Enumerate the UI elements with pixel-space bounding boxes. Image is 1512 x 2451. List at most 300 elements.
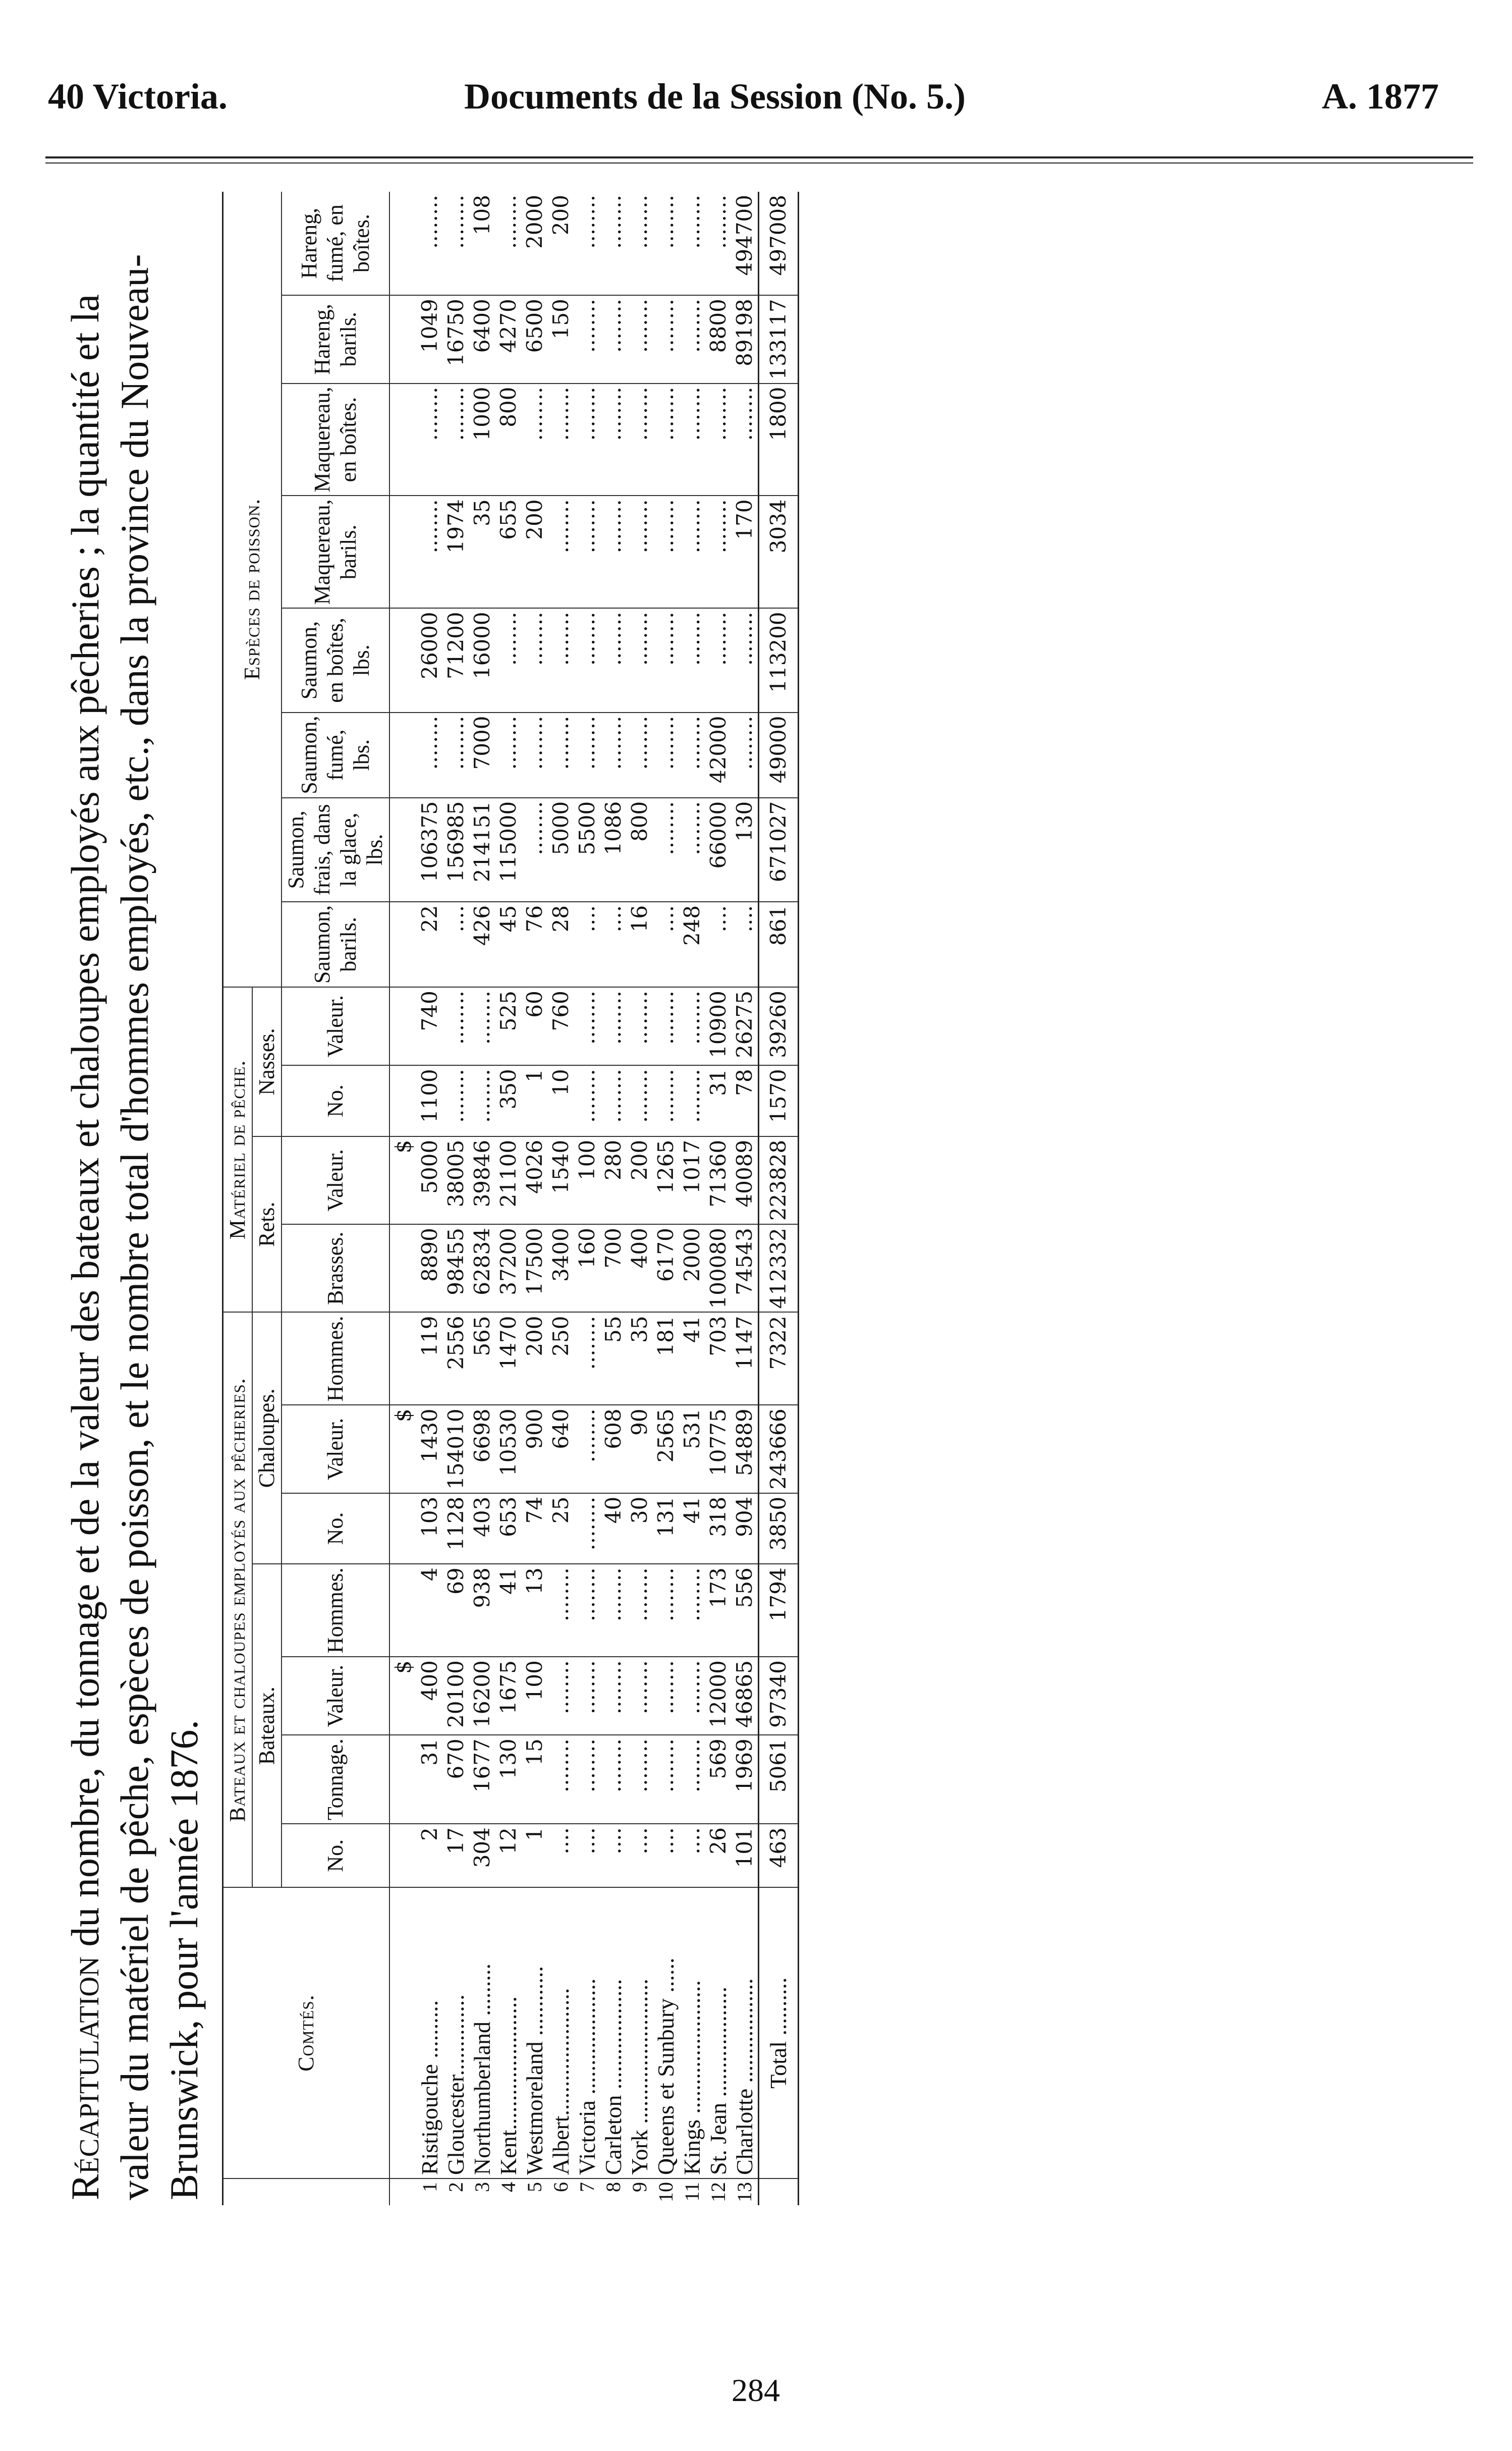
table-cell: 200 <box>627 1136 653 1224</box>
table-cell: ........ <box>574 1065 600 1136</box>
table-cell: ........ <box>627 496 653 608</box>
table-cell: ........ <box>679 384 705 496</box>
table-cell: ........ <box>574 713 600 798</box>
table-cell: ........ <box>600 1735 627 1824</box>
table-cell: .... <box>600 902 627 987</box>
table-cell: 30 <box>627 1493 653 1564</box>
row-index: 13 <box>733 2182 756 2202</box>
table-cell: 1086 <box>600 798 627 902</box>
table-cell: 904 <box>732 1493 759 1564</box>
total-cell: 3034 <box>759 496 799 608</box>
total-cell: 39260 <box>759 987 799 1065</box>
table-cell: 13 <box>522 1564 548 1657</box>
table-cell: ........ <box>627 987 653 1065</box>
table-cell: 78 <box>732 1065 759 1136</box>
table-cell: ........ <box>679 713 705 798</box>
table-cell: 2565 <box>653 1405 679 1493</box>
table-row <box>627 192 653 2205</box>
total-cell: 113200 <box>759 608 799 712</box>
row-index: 11 <box>681 2182 703 2202</box>
table-cell: ........ <box>548 1564 574 1657</box>
table-cell: 90 <box>627 1405 653 1493</box>
header-session-volume: 40 Victoria. <box>48 76 228 117</box>
table-cell: 5000 <box>548 798 574 902</box>
table-cell: ........ <box>653 1735 679 1824</box>
header-bateaux-valeur: Valeur. <box>282 1657 389 1735</box>
table-cell: 100 <box>522 1657 548 1735</box>
table-cell: 10 <box>548 1065 574 1136</box>
table-cell: 38005 <box>443 1136 469 1224</box>
table-cell: 41 <box>679 1313 705 1405</box>
table-cell: 608 <box>600 1405 627 1493</box>
table-cell: ........ <box>653 496 679 608</box>
table-row <box>548 192 574 2205</box>
table-cell: ........ <box>469 987 495 1065</box>
table-cell: 1 <box>522 1065 548 1136</box>
table-cell: 60 <box>522 987 548 1065</box>
table-cell: 31 <box>417 1735 443 1824</box>
total-cell: 463 <box>759 1824 799 1887</box>
table-cell: 17 <box>443 1824 469 1887</box>
header-bateaux-tonnage: Tonnage. <box>282 1735 389 1824</box>
table-cell: 17500 <box>522 1224 548 1312</box>
table-cell: .... <box>574 902 600 987</box>
table-cell: 42000 <box>705 713 732 798</box>
table-cell: ........ <box>548 496 574 608</box>
table-cell: 103 <box>417 1493 443 1564</box>
table-cell: 119 <box>417 1313 443 1405</box>
table-cell: 10530 <box>495 1405 522 1493</box>
table-cell: 800 <box>495 384 522 496</box>
table-cell: ........ <box>522 384 548 496</box>
table-cell: .... <box>653 902 679 987</box>
table-cell: 1430 <box>417 1405 443 1493</box>
table-cell: ........ <box>679 1735 705 1824</box>
table-cell: ........ <box>417 713 443 798</box>
table-cell: 40 <box>600 1493 627 1564</box>
table-cell: 46865 <box>732 1657 759 1735</box>
table-cell: 403 <box>469 1493 495 1564</box>
table-cell: 4270 <box>495 295 522 383</box>
table-cell: .... <box>705 902 732 987</box>
table-cell: .... <box>653 1824 679 1887</box>
table-cell: 35 <box>627 1313 653 1405</box>
table-cell: 41 <box>495 1564 522 1657</box>
header-nasses-valeur: Valeur. <box>282 987 389 1065</box>
table-cell: 100080 <box>705 1224 732 1312</box>
header-group-species: Espèces de poisson. <box>223 192 282 987</box>
table-cell: 426 <box>469 902 495 987</box>
table-cell: 200 <box>548 192 574 295</box>
county-name: Victoria .................... <box>574 1887 600 2178</box>
table-cell: 4 <box>417 1564 443 1657</box>
table-cell: 22 <box>417 902 443 987</box>
table-cell: 25 <box>548 1493 574 1564</box>
header-bateaux: Bateaux. <box>252 1564 282 1887</box>
total-cell: 412332 <box>759 1224 799 1312</box>
table-cell: .... <box>600 1824 627 1887</box>
table-cell: ........ <box>679 1657 705 1735</box>
currency-symbol: $ <box>389 1405 417 1493</box>
table-cell: 12000 <box>705 1657 732 1735</box>
table-cell: ........ <box>522 713 548 798</box>
table-cell: ........ <box>653 295 679 383</box>
table-cell: 1017 <box>679 1136 705 1224</box>
table-cell: ........ <box>679 192 705 295</box>
table-cell: ........ <box>574 1493 600 1564</box>
table-cell: ........ <box>705 192 732 295</box>
header-bateaux-hommes: Hommes. <box>282 1564 389 1657</box>
table-cell: 670 <box>443 1735 469 1824</box>
table-row <box>600 192 627 2205</box>
table-cell: ........ <box>627 1065 653 1136</box>
total-cell: 1800 <box>759 384 799 496</box>
header-hareng-fume: Hareng, fumé, en boîtes. <box>282 192 389 295</box>
table-cell: 531 <box>679 1405 705 1493</box>
table-cell: 4026 <box>522 1136 548 1224</box>
table-cell: 1470 <box>495 1313 522 1405</box>
table-cell: 280 <box>600 1136 627 1224</box>
county-name: Kings ....................... <box>679 1887 705 2178</box>
table-cell: ........ <box>705 496 732 608</box>
currency-symbol: $ <box>389 1657 417 1735</box>
table-cell: ........ <box>627 713 653 798</box>
table-row <box>469 192 495 2205</box>
table-cell: ........ <box>600 1657 627 1735</box>
table-cell: ........ <box>495 192 522 295</box>
table-cell: ........ <box>600 713 627 798</box>
total-cell: 133117 <box>759 295 799 383</box>
table-cell: 41 <box>679 1493 705 1564</box>
row-index: 6 <box>549 2182 572 2192</box>
header-chaloupes-valeur: Valeur. <box>282 1405 389 1493</box>
table-cell: ........ <box>600 1564 627 1657</box>
total-cell: 49000 <box>759 713 799 798</box>
table-cell: ........ <box>443 987 469 1065</box>
table-cell: 200 <box>522 1313 548 1405</box>
table-cell: 74 <box>522 1493 548 1564</box>
table-cell: 54889 <box>732 1405 759 1493</box>
caption-text: du nombre, du tonnage et de la valeur des bateaux et chaloupes employés aux pêcheries ; la quantité et la valeur du matériel de pêche, espèces de poisson, et le nombre total d'hommes employés, etc., dans la province du Nouveau-Brunswick, pour l'année 1876. <box>63 254 206 2200</box>
table-cell: 20100 <box>443 1657 469 1735</box>
table-cell: 494700 <box>732 192 759 295</box>
table-cell: ........ <box>653 1065 679 1136</box>
table-row <box>679 192 705 2205</box>
table-cell: .... <box>627 1824 653 1887</box>
table-row <box>653 192 679 2205</box>
table-cell: 16 <box>627 902 653 987</box>
table-cell: 1128 <box>443 1493 469 1564</box>
table-cell: ........ <box>653 987 679 1065</box>
table-row <box>495 192 522 2205</box>
header-rets-brasses: Brasses. <box>282 1224 389 1312</box>
header-group-gear: Matériel de pêche. <box>223 987 253 1312</box>
table-cell: 16750 <box>443 295 469 383</box>
table-cell: ........ <box>574 608 600 712</box>
total-cell: 223828 <box>759 1136 799 1224</box>
county-name: Northumberland ......... <box>469 1887 495 2178</box>
table-cell: 160 <box>574 1224 600 1312</box>
table-cell: 131 <box>653 1493 679 1564</box>
table-cell: 154010 <box>443 1405 469 1493</box>
table-cell: ........ <box>443 192 469 295</box>
table-cell: 40089 <box>732 1136 759 1224</box>
table-caption <box>61 232 209 2200</box>
table-cell: .... <box>548 1824 574 1887</box>
table-cell: 130 <box>495 1735 522 1824</box>
table-cell: .... <box>732 902 759 987</box>
rotated-page-content <box>0 192 1286 2205</box>
total-cell: 7322 <box>759 1313 799 1405</box>
table-cell: ........ <box>705 608 732 712</box>
table-cell: 130 <box>732 798 759 902</box>
table-cell: 173 <box>705 1564 732 1657</box>
header-maquereau-boites: Maquereau, en boîtes. <box>282 384 389 496</box>
table-row <box>732 192 759 2205</box>
table-cell: 66000 <box>705 798 732 902</box>
table-cell: ........ <box>627 1657 653 1735</box>
total-cell: 97340 <box>759 1657 799 1735</box>
table-cell: 26000 <box>417 608 443 712</box>
table-cell: 26275 <box>732 987 759 1065</box>
row-index: 12 <box>707 2182 730 2202</box>
table-cell: ........ <box>732 608 759 712</box>
table-cell: 569 <box>705 1735 732 1824</box>
table-cell: 1974 <box>443 496 469 608</box>
table-cell: ........ <box>600 987 627 1065</box>
table-cell: 1540 <box>548 1136 574 1224</box>
table-cell: ........ <box>679 798 705 902</box>
table-cell: 318 <box>705 1493 732 1564</box>
table-cell: 98455 <box>443 1224 469 1312</box>
table-cell: ........ <box>627 1564 653 1657</box>
table-cell: 100 <box>574 1136 600 1224</box>
table-cell: ........ <box>600 384 627 496</box>
caption-lead: Récapitulation <box>63 1956 107 2200</box>
table-cell: 62834 <box>469 1224 495 1312</box>
table-cell: ........ <box>574 295 600 383</box>
row-index: 9 <box>628 2182 651 2192</box>
table-cell: ........ <box>600 192 627 295</box>
table-cell: ........ <box>548 608 574 712</box>
currency-symbol: $ <box>389 1136 417 1224</box>
table-cell: 26 <box>705 1824 732 1887</box>
table-cell: ........ <box>600 608 627 712</box>
table-cell: 12 <box>495 1824 522 1887</box>
table-cell: 16200 <box>469 1657 495 1735</box>
table-cell: 250 <box>548 1313 574 1405</box>
header-saumon-boites: Saumon, en boîtes, lbs. <box>282 608 389 712</box>
index-header <box>223 2178 390 2205</box>
header-rets-valeur: Valeur. <box>282 1136 389 1224</box>
table-cell: 21100 <box>495 1136 522 1224</box>
table-cell: 640 <box>548 1405 574 1493</box>
header-comtes: Comtés. <box>223 1887 390 2178</box>
table-cell: ........ <box>574 1657 600 1735</box>
table-cell: ........ <box>679 1065 705 1136</box>
county-name: Westmoreland ............ <box>522 1887 548 2178</box>
header-rets: Rets. <box>252 1136 282 1313</box>
table-cell: 71200 <box>443 608 469 712</box>
table-cell: .... <box>679 1824 705 1887</box>
table-cell: ........ <box>574 1313 600 1405</box>
table-cell: 74543 <box>732 1224 759 1312</box>
table-cell: ........ <box>574 192 600 295</box>
table-cell: 39846 <box>469 1136 495 1224</box>
table-cell: .... <box>574 1824 600 1887</box>
table-cell: 69 <box>443 1564 469 1657</box>
table-cell: 1147 <box>732 1313 759 1405</box>
table-cell: ........ <box>522 608 548 712</box>
table-cell: 1049 <box>417 295 443 383</box>
table-cell: 556 <box>732 1564 759 1657</box>
total-cell: 861 <box>759 902 799 987</box>
header-chaloupes: Chaloupes. <box>252 1313 282 1564</box>
table-cell: ........ <box>600 496 627 608</box>
table-cell: 55 <box>600 1313 627 1405</box>
table-cell: ........ <box>732 713 759 798</box>
table-cell: 703 <box>705 1313 732 1405</box>
county-name: Albert...................... <box>548 1887 574 2178</box>
table-cell: ........ <box>653 384 679 496</box>
row-index: 10 <box>654 2182 677 2202</box>
table-cell: .... <box>443 902 469 987</box>
table-cell: ........ <box>443 713 469 798</box>
table-cell: ........ <box>574 987 600 1065</box>
table-cell: 6500 <box>522 295 548 383</box>
table-cell: 2000 <box>522 192 548 295</box>
table-cell: 1675 <box>495 1657 522 1735</box>
county-name: York ......................... <box>627 1887 653 2178</box>
table-cell: 1000 <box>469 384 495 496</box>
table-cell: 5000 <box>417 1136 443 1224</box>
table-cell: ........ <box>574 496 600 608</box>
table-cell: 156985 <box>443 798 469 902</box>
table-cell: ........ <box>574 1405 600 1493</box>
table-cell: 181 <box>653 1313 679 1405</box>
table-cell: ........ <box>600 1065 627 1136</box>
table-cell: 7000 <box>469 713 495 798</box>
table-cell: ........ <box>600 295 627 383</box>
row-index: 5 <box>523 2182 546 2192</box>
table-cell: ........ <box>548 1735 574 1824</box>
table-cell: ........ <box>653 608 679 712</box>
total-cell: 5061 <box>759 1735 799 1824</box>
table-cell: ........ <box>574 384 600 496</box>
table-row <box>705 192 732 2205</box>
table-row <box>443 192 469 2205</box>
table-cell: 37200 <box>495 1224 522 1312</box>
header-hareng-barils: Hareng, barils. <box>282 295 389 383</box>
table-cell: 101 <box>732 1824 759 1887</box>
table-cell: 1969 <box>732 1735 759 1824</box>
table-cell: 2556 <box>443 1313 469 1405</box>
row-index: 7 <box>576 2182 598 2192</box>
table-cell: 700 <box>600 1224 627 1312</box>
table-cell: 2000 <box>679 1224 705 1312</box>
table-cell: 3400 <box>548 1224 574 1312</box>
table-cell: ........ <box>627 608 653 712</box>
header-rule-thin <box>45 162 1473 164</box>
table-cell: 200 <box>522 496 548 608</box>
table-cell: 350 <box>495 1065 522 1136</box>
table-cell: 304 <box>469 1824 495 1887</box>
county-name: Kent....................... <box>495 1887 522 2178</box>
table-cell: ........ <box>548 384 574 496</box>
table-cell: 89198 <box>732 295 759 383</box>
total-cell: 1570 <box>759 1065 799 1136</box>
recapitulation-table <box>222 192 799 2205</box>
table-cell: 8890 <box>417 1224 443 1312</box>
table-cell: 35 <box>469 496 495 608</box>
table-cell: 214151 <box>469 798 495 902</box>
table-cell: ........ <box>653 1564 679 1657</box>
table-cell: ........ <box>469 1065 495 1136</box>
table-cell: ........ <box>653 798 679 902</box>
table-row <box>417 192 443 2205</box>
table-row <box>522 192 548 2205</box>
table-cell: 106375 <box>417 798 443 902</box>
table-cell: 170 <box>732 496 759 608</box>
table-cell: 2 <box>417 1824 443 1887</box>
table-cell: ........ <box>548 1657 574 1735</box>
total-row <box>759 192 799 2205</box>
table-cell: ........ <box>653 713 679 798</box>
table-cell: ........ <box>627 1735 653 1824</box>
table-cell: ........ <box>679 496 705 608</box>
county-name: St. Jean ................... <box>705 1887 732 2178</box>
table-cell: 71360 <box>705 1136 732 1224</box>
header-nasses-no: No. <box>282 1065 389 1136</box>
table-cell: ........ <box>653 1657 679 1735</box>
table-cell: 400 <box>627 1224 653 1312</box>
header-rule <box>45 156 1473 158</box>
total-cell: 671027 <box>759 798 799 902</box>
table-cell: 400 <box>417 1657 443 1735</box>
table-cell: 1265 <box>653 1136 679 1224</box>
table-cell: 248 <box>679 902 705 987</box>
total-cell: 497008 <box>759 192 799 295</box>
county-name: Gloucester.............. <box>443 1887 469 2178</box>
table-cell: 655 <box>495 496 522 608</box>
table-cell: ........ <box>522 798 548 902</box>
table-cell: 525 <box>495 987 522 1065</box>
table-cell: ........ <box>679 1564 705 1657</box>
county-name: Ristigouche .......... <box>417 1887 443 2178</box>
table-cell: ........ <box>548 713 574 798</box>
total-cell: 243666 <box>759 1405 799 1493</box>
table-cell: 45 <box>495 902 522 987</box>
table-cell: 6170 <box>653 1224 679 1312</box>
table-cell: 760 <box>548 987 574 1065</box>
table-cell: 28 <box>548 902 574 987</box>
table-cell: ........ <box>627 384 653 496</box>
table-cell: 5500 <box>574 798 600 902</box>
header-group-boats: Bateaux et chaloupes employés aux pêcheries. <box>223 1313 253 1888</box>
table-cell: 108 <box>469 192 495 295</box>
table-cell: ........ <box>679 295 705 383</box>
header-saumon-frais: Saumon, frais, dans la glace, lbs. <box>282 798 389 902</box>
table-cell: 6698 <box>469 1405 495 1493</box>
row-index: 2 <box>444 2182 467 2192</box>
table-row <box>574 192 600 2205</box>
header-chaloupes-hommes: Hommes. <box>282 1313 389 1405</box>
table-cell: ........ <box>417 496 443 608</box>
table-cell: 1677 <box>469 1735 495 1824</box>
table-cell: 76 <box>522 902 548 987</box>
table-cell: ........ <box>653 192 679 295</box>
table-cell: ........ <box>574 1735 600 1824</box>
